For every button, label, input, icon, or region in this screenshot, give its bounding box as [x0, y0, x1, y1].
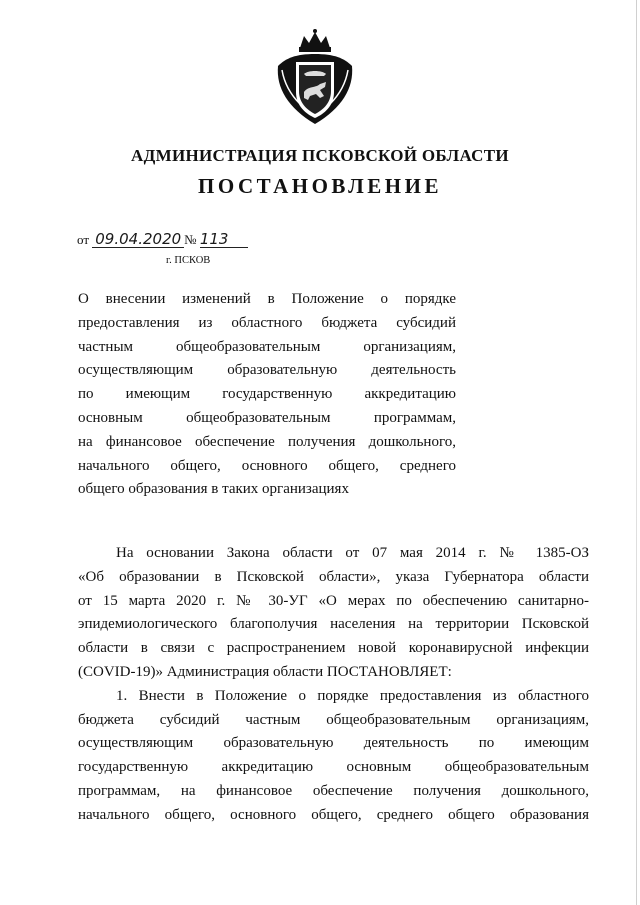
- body-line: осуществляющим образовательную деятельность по имеющим: [78, 735, 589, 752]
- date-value: 09.04.2020: [95, 230, 182, 248]
- body-line: «Об образовании в Псковской области», указа Губернатора области: [78, 568, 589, 585]
- organization-title: АДМИНИСТРАЦИЯ ПСКОВСКОЙ ОБЛАСТИ: [131, 146, 509, 165]
- body-line: эпидемиологического благополучия населения на территории Псковской: [78, 616, 589, 633]
- body-line: бюджета субсидий частным общеобразовательным организациям,: [78, 711, 589, 728]
- subject-line: по имеющим государственную аккредитацию: [78, 386, 456, 403]
- document-date-line: [77, 232, 248, 248]
- number-prefix: №: [184, 232, 197, 247]
- document-type-heading: ПОСТАНОВЛЕНИЕ: [198, 174, 442, 198]
- number-field: [200, 232, 248, 248]
- subject-line: О внесении изменений в Положение о порядке: [78, 291, 456, 307]
- body-line: 1. Внести в Положение о порядке предоставления из областного: [116, 687, 589, 704]
- subject-line: начального общего, основного общего, среднего: [78, 457, 456, 474]
- document-body: [78, 542, 589, 828]
- subject-line: осуществляющим образовательную деятельность: [78, 362, 456, 379]
- number-value: 113: [199, 230, 229, 248]
- date-prefix: от: [77, 232, 90, 247]
- subject-line: частным общеобразовательным организациям,: [78, 338, 456, 355]
- subject-line: на финансовое обеспечение получения дошкольного,: [78, 433, 456, 450]
- body-line: (COVID-19)» Администрация области ПОСТАНОВЛЯЕТ:: [78, 663, 452, 680]
- body-line: начального общего, основного общего, среднего общего образования: [78, 806, 589, 823]
- subject-line: предоставления из областного бюджета субсидий: [78, 314, 456, 331]
- body-line: области в связи с распространением новой коронавирусной инфекции: [78, 640, 589, 657]
- subject-line: общего образования в таких организациях: [78, 481, 349, 498]
- document-subject: [78, 288, 456, 502]
- body-line: На основании Закона области от 07 мая 2014 г. № 1385-ОЗ: [116, 545, 589, 561]
- body-line: от 15 марта 2020 г. № 30-УГ «О мерах по обеспечению санитарно-: [78, 592, 589, 609]
- scan-edge: [636, 0, 637, 905]
- body-line: государственную аккредитацию основным общеобразовательным: [78, 759, 589, 776]
- subject-line: основным общеобразовательным программам,: [78, 409, 456, 426]
- date-field: [92, 232, 184, 248]
- body-line: программам, на финансовое обеспечение получения дошкольного,: [78, 782, 589, 799]
- city-label: г. ПСКОВ: [166, 255, 211, 266]
- pskov-coat-of-arms-icon: [270, 28, 360, 128]
